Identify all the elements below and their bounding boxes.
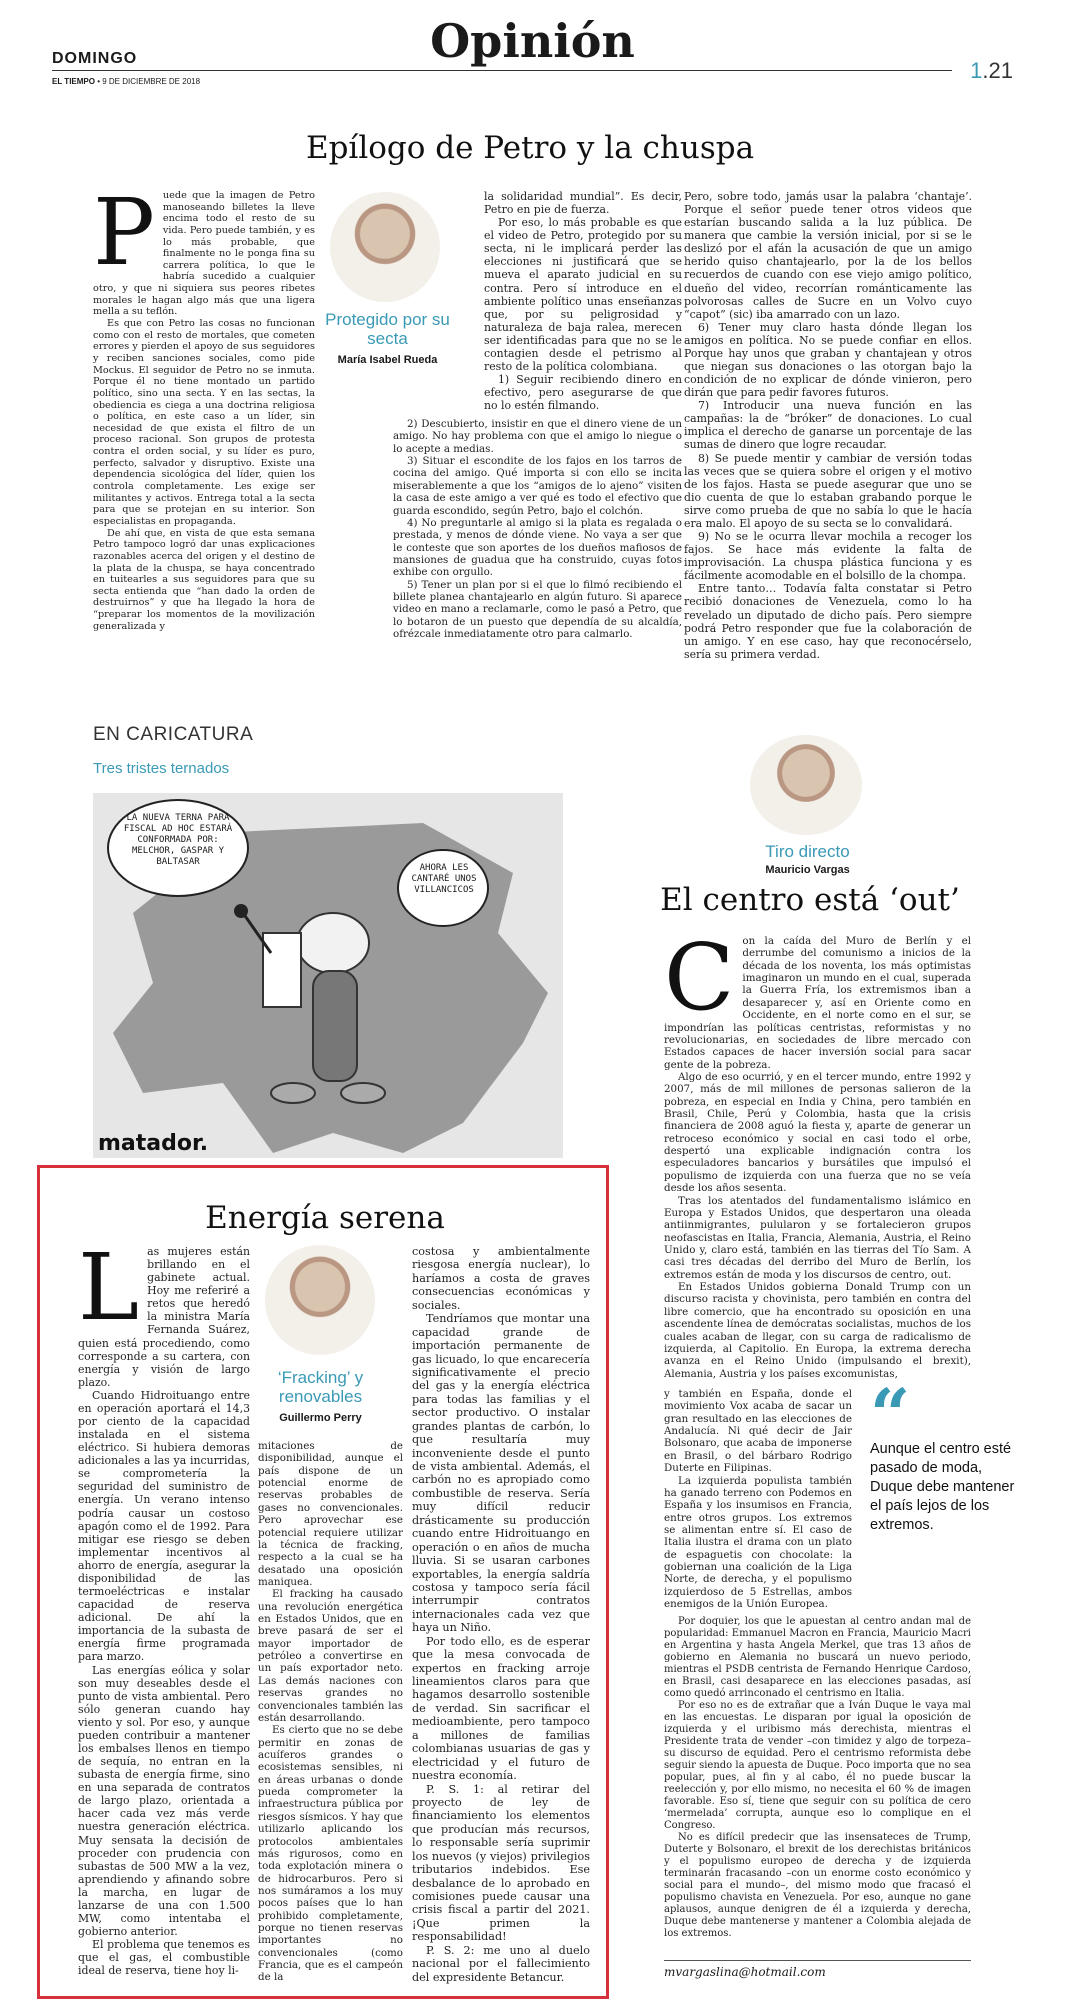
paragraph: El problema que tenemos es que el gas, el combustible ideal de reserva, tiene hoy li- xyxy=(78,1938,250,1978)
author-name: María Isabel Rueda xyxy=(337,354,438,366)
divider xyxy=(664,1960,971,1961)
cartoon-kicker: EN CARICATURA xyxy=(93,724,254,745)
paragraph: 2) Descubierto, insistir en que el dinero viene de un amigo. No hay problema con que el amigo lo niegue o lo acepte a medias. xyxy=(393,418,682,455)
speech-bubble-2: AHORA LES CANTARÉ UNOS VILLANCICOS xyxy=(411,863,477,895)
section-title: Opinión xyxy=(430,14,635,68)
article-title-centro: El centro está ‘out’ xyxy=(660,882,960,918)
paragraph: costosa y ambientalmente riesgosa energía nuclear), lo haríamos a costa de graves consecuencias económicas y sociales. xyxy=(412,1245,590,1312)
paragraph: Las energías eólica y solar son muy deseables desde el punto de vista ambiental. Pero sólo generan cuando hay viento y sol. Por eso, y aunque pueden contribuir a mantener los embalses llenos en tiempo de sequía, no entran en la subasta de energía firme, sino en una separada de contratos de largo plazo, orientada a hacer cada vez más verde nuestra generación eléctrica. Muy sensata la decisión de proceder con prudencia con subastas de 500 MW a la vez, aprendiendo y afinando sobre la marcha, en lugar de lanzarse de una con 1.500 MW, como intentaba el gobierno anterior. xyxy=(78,1663,250,1939)
paragraph: 8) Se puede mentir y cambiar de versión todas las veces que se quiera sobre el origen y el motivo de los fajos. Hasta se puede asegurar que uno se dio cuenta de que lo estaban grabando porque le sirve como prueba de que no sabía lo que le hacía era malo. El apoyo de su secta se lo convalidará. xyxy=(684,451,972,530)
paragraph: y también en España, donde el movimiento Vox acaba de sacar un gran resultado en las elecciones de Andalucía. Ni qué decir de Jair Bolsonaro, que acaba de imponerse en Brasil, o del bárbaro Rodrigo Duterte en Filipinas. xyxy=(664,1388,852,1475)
masthead-date xyxy=(52,77,200,86)
article1-col2 xyxy=(484,190,682,412)
paragraph: Es cierto que no se debe permitir en zonas de acuíferos grandes o ecosistemas sensibles, ni en áreas urbanas o donde pueda comprometer la infraestructura pública por riesgos sísmicos. Y hay que utilizarlo aplicando los protocolos ambientales más rigurosos, como en toda explotación minera o de hidrocarburos. Pero si nos sumáramos a los muy pocos países que lo han prohibido completamente, porque no tienen reservas importantes no convencionales (como Francia, que es el campeón de la xyxy=(258,1724,403,1984)
column-caption-rueda xyxy=(320,310,455,366)
day-label: DOMINGO xyxy=(52,50,138,67)
cartoon-image xyxy=(93,793,563,1158)
column-caption-perry xyxy=(258,1368,383,1424)
paragraph: Por eso no es de extrañar que a Iván Duque le vaya mal en las encuestas. Le disparan por igual la oposición de izquierda y el uribismo más derechista, mientras el Presidente trata de vender –con timidez y algo de torpeza– su discurso de equidad. Pero el centrismo reformista debe seguir siendo la apuesta de Duque. Poco importa que no sea popular, pues, al fin y al cabo, él no puede buscar la reelección y, por ello mismo, no necesita el 60 % de imagen favorable. Eso sí, tiene que seguir con su política de cero ‘mermelada’ corrupta, aunque eso lo complique en el Congreso. xyxy=(664,1700,971,1831)
paragraph: Por doquier, los que le apuestan al centro andan mal de popularidad: Emmanuel Macron en Francia, Mauricio Macri en Argentina y hasta Angela Merkel, que tras 13 años de gobierno en Alemania no buscará un nuevo periodo, mientras el PSDB centrista de Fernando Henrique Cardoso, en Brasil, casi desaparece en las elecciones pasadas, así como quedó arrinconado el centrismo en Italia. xyxy=(664,1616,971,1699)
article2-col1 xyxy=(664,924,971,1380)
paragraph: No es difícil predecir que las insensateces de Trump, Duterte y Bolsonaro, el brexit de los derechistas británicos y el populismo europeo de derecha y de izquierda terminarán fracasando –con un enorme costo económico y social para el mundo–, del mismo modo que fracasó el populismo chavista en Venezuela. Por eso, aunque no gane aplausos, aunque denigren de él a izquierda y derecha, Duque debe mantenerse y mantener a Colombia alejada de los extremos. xyxy=(664,1832,971,1939)
paragraph: mitaciones de disponibilidad, aunque el país dispone de un potencial enorme de reservas probables de gases no convencionales. Pero aprovechar ese potencial requiere utilizar la técnica de fracking, respecto a la cual se ha desatado una oposición maniquea. xyxy=(258,1440,403,1588)
paragraph: Es que con Petro las cosas no funcionan como con el resto de mortales, que cometen errores y pierden el apoyo de sus seguidores y reciben sanciones sociales, como pide Mockus. El seguidor de Petro no se inmuta. Porque él no tiene montado un partido político, sino una secta. Y en las sectas, la obediencia es ciega a una doctrina religiosa o política, en este caso a un líder, sin necesidad de que exista el filtro de un proceso racional. Son grupos de protesta contra el orden social, y su líder es puro, perfecto, salvador y disruptivo. Existe una dependencia sicológica del líder, quien los controla completamente. Les exige ser militantes y activos. Entrega total a la secta para que se protejan en su interior. Son especialistas en propaganda. xyxy=(93,318,315,527)
cartoon-title: Tres tristes ternados xyxy=(93,760,230,777)
dropcap: L xyxy=(78,1234,140,1341)
author-photo-rueda xyxy=(330,192,440,302)
cartoonist-signature: matador. xyxy=(98,1131,209,1156)
page-sub: .21 xyxy=(982,58,1013,83)
paragraph: Pero, sobre todo, jamás usar la palabra ‘chantaje’. Porque el señor puede tener otros videos que estarían buscando salida a la luz pública. De manera que cambie la versión inicial, por si se le deslizó por el afán la acusación de que un amigo herido quiso chantajearlo, por la de los bellos recuerdos de cuando con ese viejo amigo político, dueño del video, recorrían románticamente las polvorosas calles de Sucre en un Volvo cuyo “capot” (sic) iba amarrado con un lazo. xyxy=(684,190,972,321)
pull-quote: Aunque el centro esté pasado de moda, Duque debe mantener el país lejos de los extremos. xyxy=(870,1441,1015,1533)
header-rule xyxy=(52,70,952,71)
paragraph: Cuando Hidroituango entre en operación aportará el 14,3 por ciento de la capacidad instalada en el sistema eléctrico. Si hubiera demoras adicionales a las ya incurridas, se comprometería la seguridad del suministro de energía. Un verano intenso podría causar un costoso apagón como el de 1992. Para mitigar ese riesgo se deben implementar incentivos al ahorro de energía, asegurar la disponibilidad de las termoeléctricas e instalar capacidad de reserva adicional. De ahí la importancia de la subasta de energía firme programada para marzo. xyxy=(78,1388,250,1664)
date: • 9 DE DICIEMBRE DE 2018 xyxy=(97,77,201,86)
paper-name: EL TIEMPO xyxy=(52,77,95,86)
paragraph: 4) No preguntarle al amigo si la plata es regalada o prestada, y menos de dónde viene. No vaya a ser que le conteste que son aportes de los dueños mafiosos de mansiones de guadua que ha construido, cuyas fotos exhibe con orgullo. xyxy=(393,516,682,579)
column-name: Tiro directo xyxy=(765,842,850,861)
paragraph: la solidaridad mundial”. Es decir, Petro en pie de fuerza. xyxy=(484,190,682,217)
author-name: Guillermo Perry xyxy=(279,1412,362,1424)
paragraph: De ahí que, en vista de que esta semana Petro tampoco logró dar unas explicaciones razonables acerca del origen y el destino de la plata de la chuspa, se haya concentrado en tuitearles a sus seguidores para que su secta entienda que “han dado la orden de destruirnos” y que ha llegado la hora de “preparar los momentos de la movilización generalizada y xyxy=(93,527,315,632)
article1-col1 xyxy=(93,179,315,632)
paragraph: Algo de eso ocurrió, y en el tercer mundo, entre 1992 y 2007, más de mil millones de personas salieron de la pobreza, en especial en India y China, pero también en Brasil, Chile, Perú y Colombia, hasta que la crisis financiera de 2008 aguó la fiesta y, aparte de generar un retroceso económico y social en casi todo el orbe, despertó una explicable indignación contra los especuladores bancarios y bursátiles que impulsó el populismo de izquierda con una fuerza que no se veía desde los años sesenta. xyxy=(664,1070,971,1195)
paragraph: 9) No se le ocurra llevar mochila a recoger los fajos. Se hace más evidente la falta de improvisación. La chuspa plástica funciona y es fácilmente acomodable en el bolsillo de la chompa. xyxy=(684,530,972,583)
article1-col2b xyxy=(393,418,682,640)
paragraph: Por todo ello, es de esperar que la mesa convocada de expertos en fracking arroje lineamientos claros para que hagamos desarrollo sostenible de verdad. Sin sacrificar el medioambiente, pero tampoco a millones de familias colombianas usuarias de gas y electricidad y el futuro de nuestra economía. xyxy=(412,1634,590,1783)
paragraph: uede que la imagen de Petro manoseando billetes la lleve encima todo el resto de su vida. Pero puede también, y es lo más probable, que finalmente no le ponga fina su carrera política, lo que le habría sucedido a cualquier otro, y que ni siquiera sus peores ribetes morales le hagan algo más que una ligera mella a su teflón. xyxy=(93,190,315,318)
article-title-energia: Energía serena xyxy=(205,1200,445,1236)
paragraph: La izquierda populista también ha ganado terreno con Podemos en España y los insumisos en Francia, entre otros grupos. Los extremos se alimentan entre sí. El caso de Italia ilustra el drama con un plato de espaguetis con chocolate: la gobiernan una coalición de la Liga Norte, de derecha, y el populismo izquierdoso de 5 Estrellas, ambos enemigos de la Unión Europea. xyxy=(664,1474,852,1611)
author-name: Mauricio Vargas xyxy=(765,864,850,876)
paragraph: 7) Introducir una nueva función en las campañas: la de “bróker” de donaciones. Lo cual implica el derecho de ganarse un porcentaje de las sumas de dinero que logre recaudar. xyxy=(684,399,972,452)
article2-col2b xyxy=(664,1616,971,1940)
dropcap: C xyxy=(664,924,735,1031)
paragraph: 5) Tener un plan por si el que lo filmó recibiendo el billete planea chantajearlo en algún futuro. Si aparece video en mano a reclamarle, como le pasó a Petro, que lo botaron de un puesto que dependía de su alcaldía, ofrézcale inmediatamente otro para calmarlo. xyxy=(393,578,682,641)
article-title-petro: Epílogo de Petro y la chuspa xyxy=(305,130,755,166)
column-caption-vargas xyxy=(740,842,875,876)
paragraph: El fracking ha causado una revolución energética en Estados Unidos, que en breve pasará de ser el mayor importador de petróleo a convertirse en un país exportador neto. Las demás naciones con reservas grandes no convencionales también las están desarrollando. xyxy=(258,1588,403,1724)
dropcap: P xyxy=(93,179,155,286)
article3-col3 xyxy=(412,1245,590,1984)
paragraph: as mujeres están brillando en el gabinete actual. Hoy me referiré a retos que heredó la ministra María Fernanda Suárez, quien está procediendo, como corresponde a su cartera, con energía y visión de largo plazo. xyxy=(78,1245,250,1389)
article2-col2a xyxy=(664,1388,852,1610)
paragraph: Entre tanto… Todavía falta constatar si Petro recibió donaciones de Venezuela, como lo ha revelado un diputado de dicho país. Pero siempre podrá Petro responder que fue la colaboración de un amigo. Y en ese caso, hay que reconocérselo, sería su primera verdad. xyxy=(684,582,972,661)
article3-col2 xyxy=(258,1440,403,1984)
paragraph: Tras los atentados del fundamentalismo islámico en Europa y Estados Unidos, que despertaron una oleada antiinmigrantes, pulularon y se fortalecieron grupos neofascistas en Italia, Francia, Alemania, Austria, el Reino Unido y, claro está, también en las tierras del Tío Sam. A casi tres décadas del derribo del Muro de Berlín, los extremos están de moda y los discursos de centro, out. xyxy=(664,1194,971,1281)
paragraph: Tendríamos que montar una capacidad grande de importación permanente de gas licuado, lo que encarecería significativamente el precio del gas y la energía eléctrica para todas las familias y el sector productivo. O instalar grandes plantas de carbón, lo que resultaría muy inconveniente desde el punto de vista ambiental. Además, el carbón no es apropiado como combustible de reserva. Sería muy difícil reducir drásticamente su producción cuando entre Hidroituango en operación o en años de mucha lluvia. Si se usaran carbones exportables, la energía saldría costosa y tampoco sería fácil interrumpir contratos internacionales cada vez que haya un Niño. xyxy=(412,1312,590,1635)
paragraph: P. S. 1: al retirar del proyecto de ley de financiamiento los elementos que producían más recursos, lo responsable sería suprimir los nuevos (y viejos) privilegios tributarios indebidos. Ese desbalance de lo aprobado en comisiones puede causar una crisis fiscal a partir del 2021. ¡Que primen la responsabilidad! xyxy=(412,1782,590,1944)
paragraph: 3) Situar el escondite de los fajos en los tarros de cocina del amigo. Qué importa si con ello se incita miserablemente a que los “amigos de lo ajeno” visiten la casa de este amigo a ver qué es todo el efectivo que guarda escondido, según Petro, bajo el colchón. xyxy=(393,455,682,517)
author-email: mvargaslina@hotmail.com xyxy=(664,1965,826,1979)
page-num: 1 xyxy=(970,58,983,83)
paragraph: 6) Tener muy claro hasta dónde llegan los amigos en política. No se puede confiar en ellos. Porque hay unos que graban y chantajean y otros que niegan sus donaciones o las otorgan bajo la condición de no explicar de dónde vinieron, pero dirán que para pedir favores futuros. xyxy=(684,320,972,400)
author-photo-perry xyxy=(265,1245,375,1355)
paragraph: En Estados Unidos gobierna Donald Trump con un discurso racista y chovinista, pero también en contra del libre comercio, que ha encontrado su oposición en una ascendente línea de demócratas socialistas, muchos de los cuales acaban de llegar, con su carga de radicalismo de izquierda, al Capitolio. En Europa, la extrema derecha avanza en el Reino Unido (impulsando el brexit), Alemania, Austria y los países excomunistas, xyxy=(664,1281,971,1380)
paragraph: P. S. 2: me uno al duelo nacional por el fallecimiento del expresidente Betancur. xyxy=(412,1943,590,1984)
paragraph: on la caída del Muro de Berlín y el derrumbe del comunismo a inicios de la década de los noventa, los más optimistas imaginaron un mundo en el cual, superada la Guerra Fría, los extremismos iban a desaparecer y, así en Oriente como en Occidente, en el norte como en el sur, se impondrían las políticas centristas, reformistas y no revolucionarias, en sociedades de libre mercado con Estados capaces de hacer inversión social para sacar gente de la pobreza. xyxy=(664,935,971,1071)
paragraph: Por eso, lo más probable es que el video de Petro, protegido por su secta, ni le implicará perder las elecciones ni justificará que se mueva el aparato judicial en su contra. Pero sí introduce en el ambiente político unas enseñanzas que, por su peligrosidad y naturaleza de baja ralea, merecen ser identificadas para que no se le contagien desde el petrismo al resto de la política colombiana. xyxy=(484,216,682,374)
column-name: ‘Fracking’ y renovables xyxy=(277,1368,364,1406)
quote-mark-icon: “ xyxy=(870,1373,911,1456)
article3-col1 xyxy=(78,1234,250,1978)
page-number xyxy=(970,58,1013,84)
column-name: Protegido por su secta xyxy=(325,310,450,348)
author-photo-vargas xyxy=(750,735,862,835)
paragraph: 1) Seguir recibiendo dinero en efectivo, pero asegurarse de que no lo estén filmando. xyxy=(484,373,682,413)
article1-col3 xyxy=(684,190,972,661)
speech-bubble-1: LA NUEVA TERNA PARA FISCAL AD HOC ESTARÁ CONFORMADA POR: MELCHOR, GASPAR Y BALTASAR xyxy=(123,813,233,867)
